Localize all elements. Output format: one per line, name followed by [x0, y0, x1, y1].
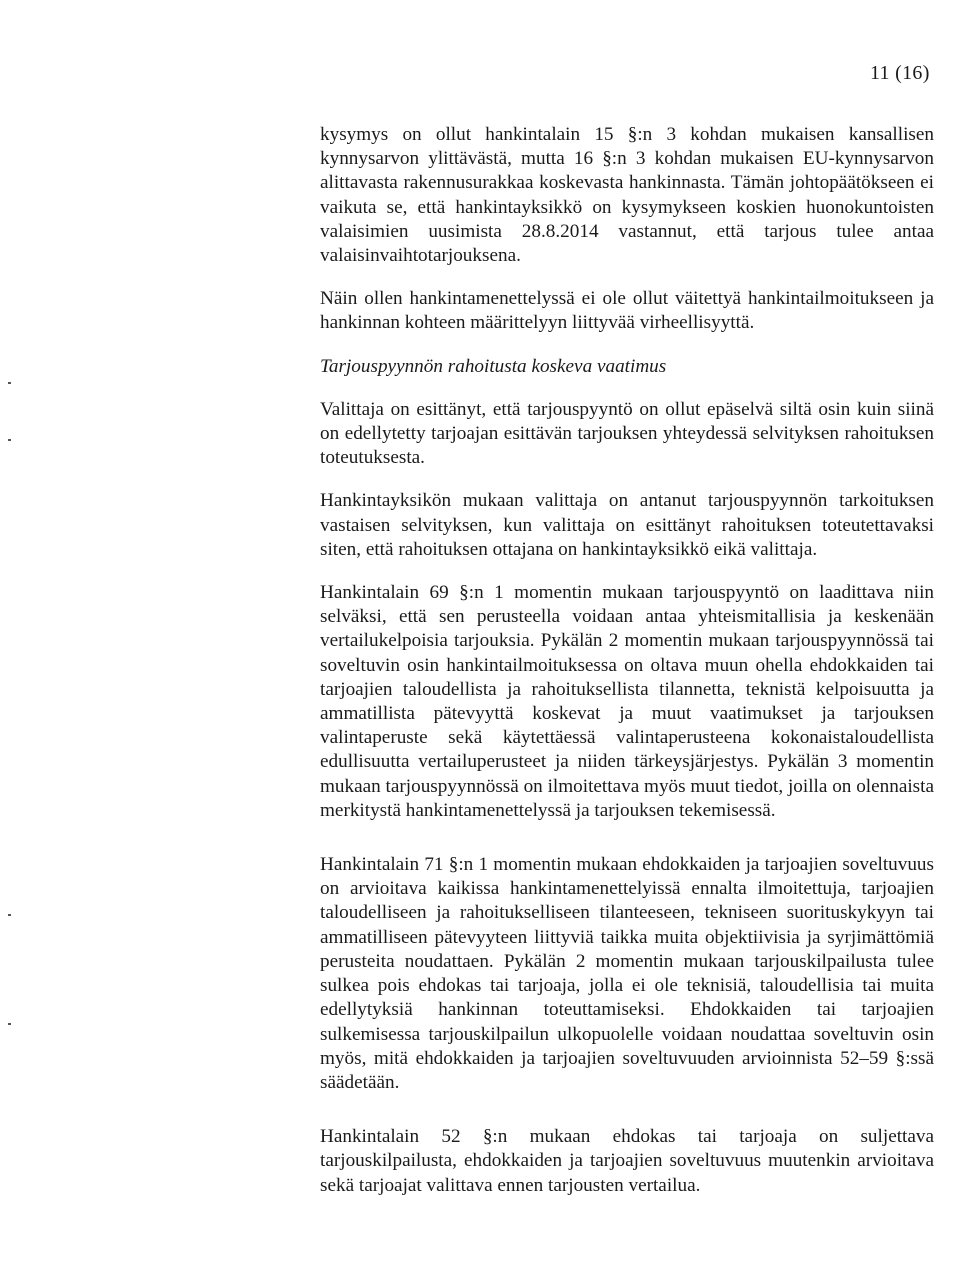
margin-mark — [8, 382, 11, 384]
paragraph: Valittaja on esittänyt, että tarjouspyyntö on ollut epäselvä siltä osin kuin siinä on edellytetty tarjoajan esittävän tarjouksen yhteydessä selvityksen rahoituksen toteutuksesta. — [320, 398, 934, 469]
paragraph: Hankintalain 69 §:n 1 momentin mukaan tarjouspyyntö on laadittava niin selväksi, että sen perusteella voidaan antaa yhteismitallisia ja keskenään vertailukelpoisia tarjouksia. Pykälän 2 momentin mukaan tarjouspyynnössä tai soveltuvin osin hankintailmoituksessa on oltava muun ohella ehdokkaiden tai tarjoajien taloudellista ja rahoituksellista tilannetta, teknistä kelpoisuutta ja ammatillista pätevyyttä koskevat ja muut vaatimukset ja tarjouksen valintaperuste sekä käytettäessä valintaperusteena kokonaistaloudellista edullisuutta vertailuperusteet ja niiden tärkeysjärjestys. Pykälän 3 momentin mukaan tarjouspyynnössä on ilmoitettava myös muut tiedot, joilla on olennaista merkitystä hankintamenettelyssä ja tarjouksen tekemisessä. — [320, 582, 934, 821]
margin-mark — [8, 914, 11, 916]
paragraph: kysymys on ollut hankintalain 15 §:n 3 kohdan mukaisen kansallisen kynnysarvon ylittävästä, mutta 16 §:n 3 kohdan mukaisen EU-kynnysarvon alittavasta rakennusurakkaa koskevasta hankinnasta. Tämän johtopäätökseen ei vaikuta se, että hankintayksikkö on kysymykseen koskien huonokuntoisten valaisimien uusimista 28.8.2014 vastannut, että tarjous tulee antaa valaisinvaihtotarjouksena. — [320, 124, 934, 267]
paragraph: Hankintayksikön mukaan valittaja on antanut tarjouspyynnön tarkoituksen vastaisen selvityksen, kun valittaja on esittänyt rahoituksen toteutettavaksi siten, että rahoituksen ottajana on hankintayksikkö eikä valittaja. — [320, 490, 934, 560]
paragraph: Hankintalain 71 §:n 1 momentin mukaan ehdokkaiden ja tarjoajien soveltuvuus on arvioitava kaikissa hankintamenettelyissä ennalta ilmoitettuja, tarjoajien taloudelliseen ja rahoitukselliseen tilanteeseen, tekniseen suorituskykyyn tai ammatilliseen pätevyyteen liittyviä taikka muita objektiivisia ja syrjimättömiä perusteita noudattaen. Pykälän 2 momentin mukaan tarjouskilpailusta tulee sulkea pois ehdokas tai tarjoaja, jolla ei ole teknisiä, taloudellisia tai muita edellytyksiä hankinnan toteuttamiseksi. Ehdokkaiden tai tarjoajien sulkemisessa tarjouskilpailun ulkopuolelle voidaan noudattaa soveltuvin osin myös, mitä ehdokkaiden ja tarjoajien soveltuvuuden arvioinnista 52–59 §:ssä säädetään. — [320, 854, 934, 1093]
document-body — [320, 123, 934, 1198]
paragraph: Hankintalain 52 §:n mukaan ehdokas tai tarjoaja on suljettava tarjouskilpailusta, ehdokkaiden ja tarjoajien soveltuvuus muutenkin arvioitava sekä tarjoajat valittava ennen tarjousten vertailua. — [320, 1126, 934, 1196]
margin-mark — [8, 1023, 11, 1025]
section-heading: Tarjouspyynnön rahoitusta koskeva vaatimus — [320, 355, 667, 377]
page-number: 11 (16) — [870, 62, 930, 84]
margin-mark — [8, 439, 11, 441]
paragraph: Näin ollen hankintamenettelyssä ei ole ollut väitettyä hankintailmoitukseen ja hankinnan kohteen määrittelyyn liittyvää virheellisyyttä. — [320, 288, 934, 334]
